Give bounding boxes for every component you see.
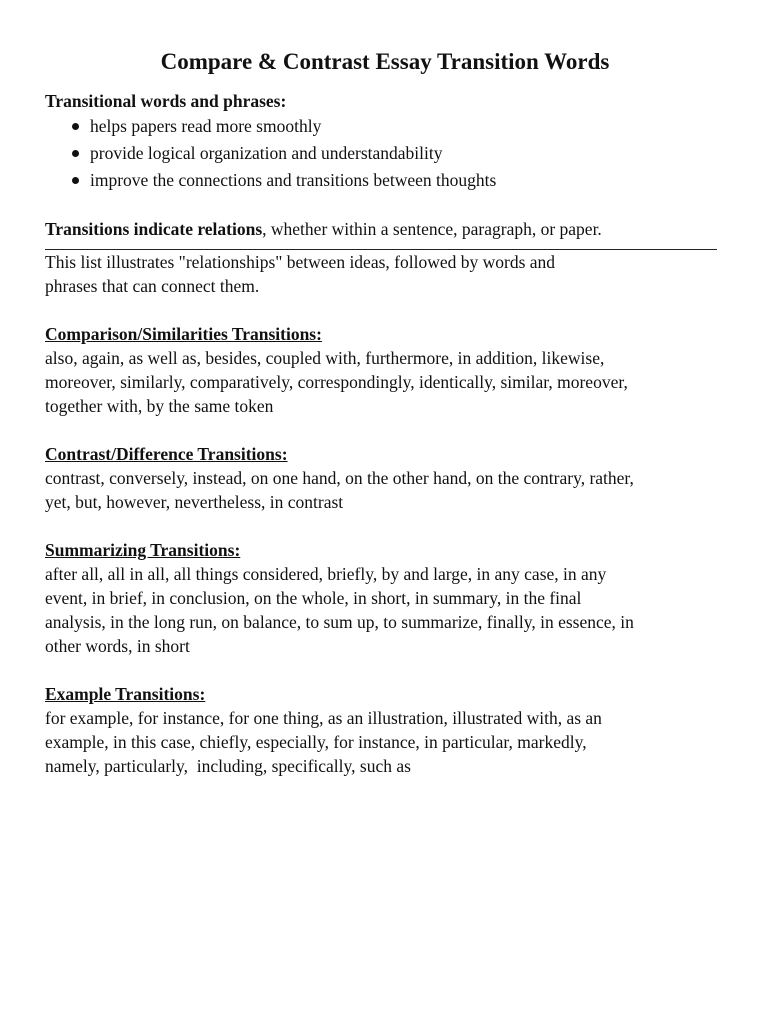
section-body: [45, 706, 725, 778]
section-body: [45, 562, 725, 658]
section-body: [45, 346, 725, 418]
body-line: example, in this case, chiefly, especially, for instance, in particular, markedly,: [45, 732, 587, 752]
body-line: after all, all in all, all things considered, briefly, by and large, in any case, in any: [45, 564, 607, 584]
section-example: [45, 682, 725, 778]
body-line: for example, for instance, for one thing, as an illustration, illustrated with, as an: [45, 708, 602, 728]
list-item: [72, 113, 725, 140]
list-item-text: improve the connections and transitions between thoughts: [90, 170, 497, 190]
list-item: [72, 167, 725, 194]
body-line: namely, particularly, including, specifically, such as: [45, 756, 411, 776]
list-item-text: provide logical organization and understandability: [90, 143, 443, 163]
section-contrast: [45, 442, 725, 514]
section-heading: Summarizing Transitions:: [45, 540, 241, 560]
bullet-icon: [72, 177, 79, 184]
section-heading: Comparison/Similarities Transitions:: [45, 324, 322, 344]
body-line: moreover, similarly, comparatively, correspondingly, identically, similar, moreover,: [45, 372, 628, 392]
section-body: [45, 466, 725, 514]
section-heading: Contrast/Difference Transitions:: [45, 444, 288, 464]
document-title: Compare & Contrast Essay Transition Words: [160, 49, 610, 74]
document-page: [45, 44, 725, 778]
relations-bold-text: Transitions indicate relations: [45, 219, 263, 239]
bullet-icon: [72, 150, 79, 157]
list-intro-line: This list illustrates "relationships" between ideas, followed by words and: [45, 252, 556, 272]
body-line: also, again, as well as, besides, coupled with, furthermore, in addition, likewise,: [45, 348, 605, 368]
list-intro-line: phrases that can connect them.: [45, 276, 260, 296]
list-intro-paragraph: [45, 250, 725, 298]
bullet-icon: [72, 123, 79, 130]
body-line: contrast, conversely, instead, on one hand, on the other hand, on the contrary, rather,: [45, 468, 634, 488]
body-line: together with, by the same token: [45, 396, 274, 416]
section-comparison: [45, 322, 725, 418]
intro-heading: Transitional words and phrases:: [45, 91, 287, 111]
section-summarizing: [45, 538, 725, 658]
body-line: event, in brief, in conclusion, on the whole, in short, in summary, in the final: [45, 588, 582, 608]
relations-sentence: [45, 217, 725, 241]
body-line: other words, in short: [45, 636, 190, 656]
relations-rest-text: , whether within a sentence, paragraph, or paper.: [262, 219, 602, 239]
body-line: analysis, in the long run, on balance, to sum up, to summarize, finally, in essence, in: [45, 612, 634, 632]
section-heading: Example Transitions:: [45, 684, 206, 704]
benefits-list: [45, 113, 725, 194]
list-item: [72, 140, 725, 167]
list-item-text: helps papers read more smoothly: [90, 116, 322, 136]
body-line: yet, but, however, nevertheless, in contrast: [45, 492, 344, 512]
